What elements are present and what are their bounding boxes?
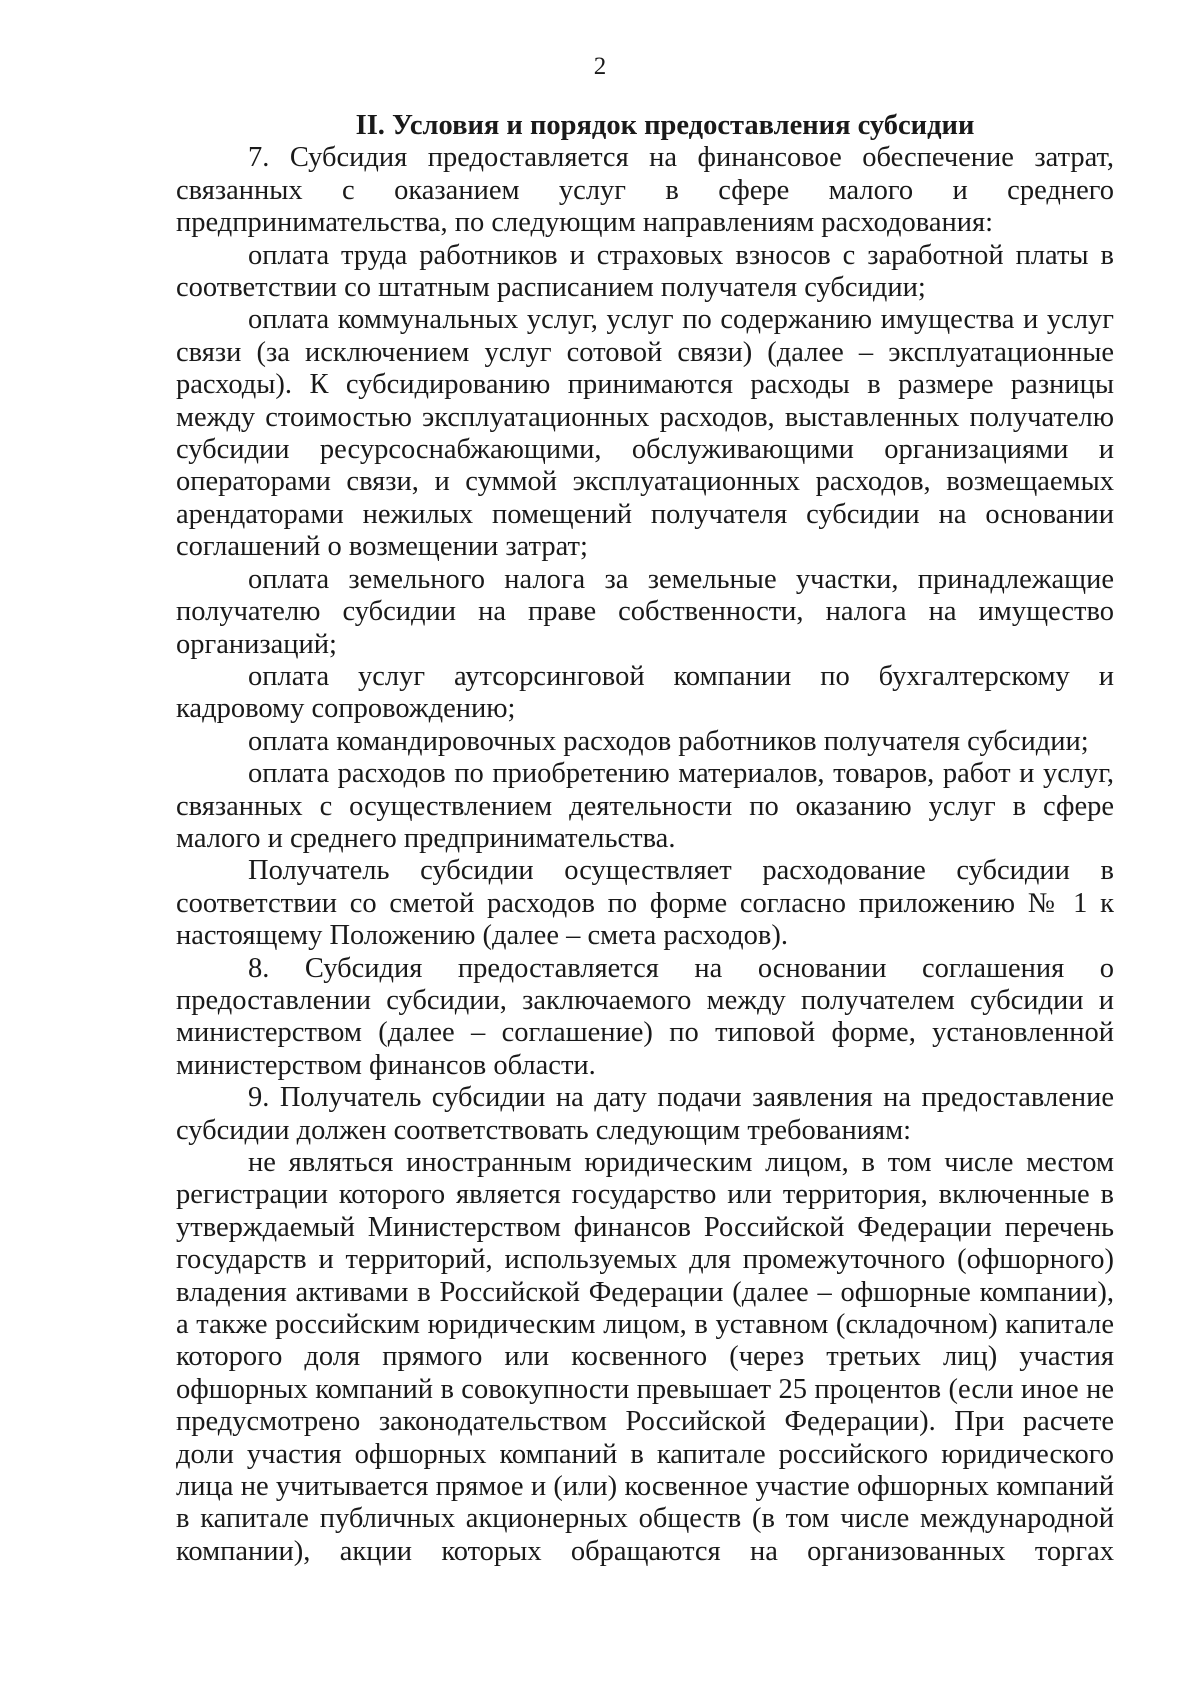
list-item-outsourcing: оплата услуг аутсорсинговой компании по бухгалтерскому и кадровому сопровождению;	[176, 660, 1114, 725]
list-item-utilities: оплата коммунальных услуг, услуг по содержанию имущества и услуг связи (за исключением услуг сотовой связи) (далее – эксплуатационные расходы). К субсидированию принимаются расходы в размере разницы между стоимостью эксплуатационных расходов, выставленных получателю субсидии ресурсоснабжающими, обслуживающими организациями и операторами связи, и суммой эксплуатационных расходов, возмещаемых арендаторами нежилых помещений получателя субсидии на основании соглашений о возмещении затрат;	[176, 304, 1114, 563]
list-item-wages: оплата труда работников и страховых взносов с заработной платы в соответствии со штатным расписанием получателя субсидии;	[176, 239, 1114, 304]
document-body	[176, 110, 1114, 1568]
paragraph-7: 7. Субсидия предоставляется на финансовое обеспечение затрат, связанных с оказанием услуг в сфере малого и среднего предпринимательства, по следующим направлениям расходования:	[176, 142, 1114, 239]
requirement-offshore: не являться иностранным юридическим лицом, в том числе местом регистрации которого является государство или территория, включенные в утверждаемый Министерством финансов Российской Федерации перечень государств и территорий, используемых для промежуточного (офшорного) владения активами в Российской Федерации (далее – офшорные компании), а также российским юридическим лицом, в уставном (складочном) капитале которого доля прямого или косвенного (через третьих лиц) участия офшорных компаний в совокупности превышает 25 процентов (если иное не предусмотрено законодательством Российской Федерации). При расчете доли участия офшорных компаний в капитале российского юридического лица не учитывается прямое и (или) косвенное участие офшорных компаний в капитале публичных акционерных обществ (в том числе международной компании), акции которых обращаются на организованных торгах	[176, 1147, 1114, 1567]
section-title: II. Условия и порядок предоставления субсидии	[355, 110, 975, 141]
page-number: 2	[593, 53, 607, 80]
paragraph-estimate: Получатель субсидии осуществляет расходование субсидии в соответствии со сметой расходов по форме согласно приложению № 1 к настоящему Положению (далее – смета расходов).	[176, 855, 1114, 952]
paragraph-8: 8. Субсидия предоставляется на основании соглашения о предоставлении субсидии, заключаемого между получателем субсидии и министерством (далее – соглашение) по типовой форме, установленной министерством финансов области.	[176, 952, 1114, 1081]
list-item-travel: оплата командировочных расходов работников получателя субсидии;	[248, 725, 1089, 757]
list-item-materials: оплата расходов по приобретению материалов, товаров, работ и услуг, связанных с осуществлением деятельности по оказанию услуг в сфере малого и среднего предпринимательства.	[176, 758, 1114, 854]
paragraph-9: 9. Получатель субсидии на дату подачи заявления на предоставление субсидии должен соответствовать следующим требованиям:	[176, 1082, 1114, 1146]
list-item-land-tax: оплата земельного налога за земельные участки, принадлежащие получателю субсидии на праве собственности, налога на имущество организаций;	[176, 563, 1114, 660]
